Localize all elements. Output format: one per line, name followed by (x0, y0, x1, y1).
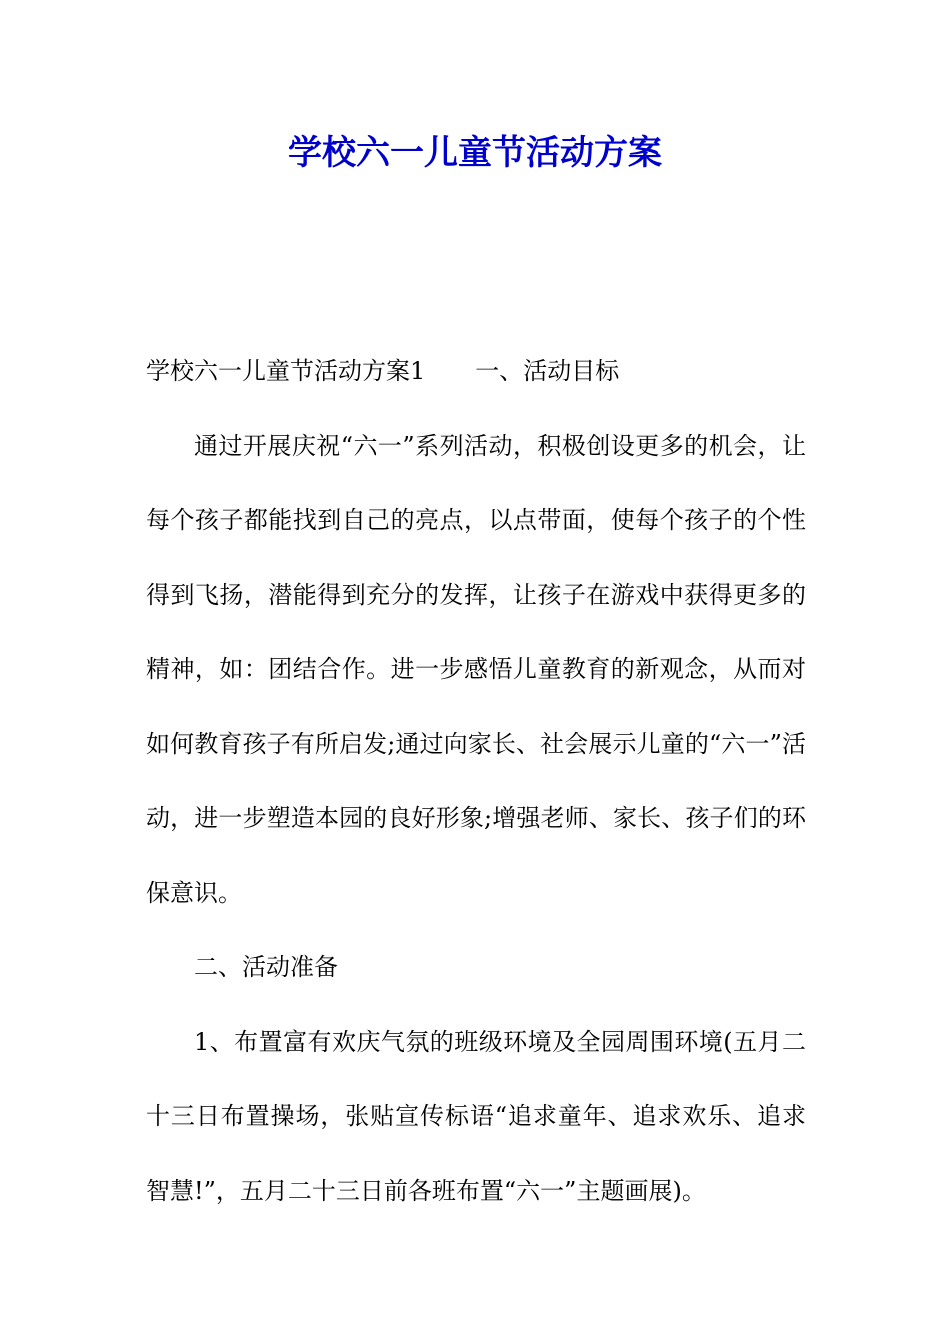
document-subtitle: 学校六一儿童节活动方案1 (146, 357, 426, 385)
list-item-preparation-1: 1、布置富有欢庆气氛的班级环境及全园周围环境(五月二十三日布置操场，张贴宣传标语“追求童年、追求欢乐、追求智慧!”，五月二十三日前各班布置“六一”主题画展)。 (146, 1027, 806, 1205)
section-heading-preparation: 二、活动准备 (194, 953, 338, 981)
paragraph-goals: 通过开展庆祝“六一”系列活动，积极创设更多的机会，让每个孩子都能找到自己的亮点，以点带面，使每个孩子的个性得到飞扬，潜能得到充分的发挥，让孩子在游戏中获得更多的精神，如：团结合作。进一步感悟儿童教育的新观念，从而对如何教育孩子有所启发;通过向家长、社会展示儿童的“六一”活动，进一步塑造本园的良好形象;增强老师、家长、孩子们的环保意识。 (146, 431, 806, 907)
section-heading-goals: 一、活动目标 (475, 357, 620, 385)
subtitle-line (146, 334, 806, 409)
document-body (146, 334, 806, 1228)
document-title: 学校六一儿童节活动方案 (288, 133, 662, 173)
